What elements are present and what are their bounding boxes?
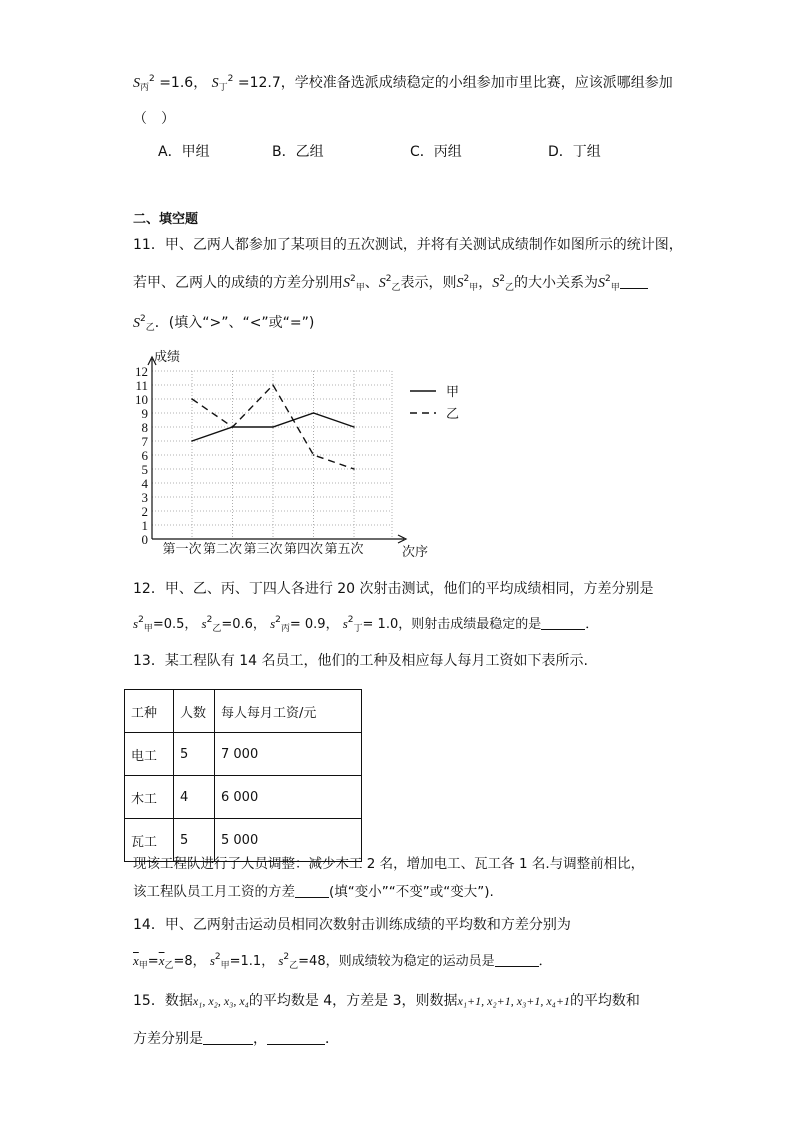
data-point: [232, 426, 234, 428]
q11-line1: 11．甲、乙两人都参加了某项目的五次测试，并将有关测试成绩制作如图所示的统计图，: [133, 237, 683, 253]
x-tick-label: 第五次: [324, 541, 364, 556]
q10-option-a[interactable]: A．甲组: [158, 144, 210, 160]
q15-data2: x₁+1, x₂+1, x₃+1, x₄+1: [457, 994, 570, 1008]
y-axis-label: 成绩: [154, 349, 181, 364]
wage-table: [124, 689, 362, 862]
q14-blank[interactable]: [495, 952, 539, 967]
section-title: 二、填空题: [133, 212, 199, 227]
q10-option-b[interactable]: B．乙组: [272, 144, 324, 160]
q13-line1: 13．某工程队有 14 名员工，他们的工种及相应每人每月工资如下表所示.: [133, 653, 588, 669]
q11-blank[interactable]: [620, 274, 648, 289]
table-cell: 5: [174, 819, 215, 862]
data-point: [232, 426, 234, 428]
q14-line2: $\overline{x}_甲=\overline{x}_乙=8$， $s^2_甲=1.1$， $s^2_乙=48$，则成绩较为稳定的运动员是 ．: [133, 952, 552, 971]
sub-bing: 丙: [140, 83, 150, 93]
table-cell: 5 000: [215, 819, 362, 862]
y-tick-label: 6: [141, 448, 148, 463]
x-tick-label: 第三次: [243, 541, 283, 556]
data-point: [272, 384, 274, 386]
table-cell: 4: [174, 776, 215, 819]
y-tick-label: 1: [141, 518, 148, 533]
table-row: [125, 733, 362, 776]
q13-after1: 现该工程队进行了人员调整：减少木工 2 名，增加电工、瓦工各 1 名.与调整前相比，: [133, 856, 645, 872]
data-point: [353, 426, 355, 428]
q12-line1: 12．甲、乙、丙、丁四人各进行 20 次射击测试，他们的平均成绩相同，方差分别是: [133, 581, 654, 597]
table-cell: 6 000: [215, 776, 362, 819]
q13-after2: 该工程队员工月工资的方差 (填“变小”“不变”或“变大”).: [133, 884, 494, 900]
table-cell: 瓦工: [125, 819, 174, 862]
y-tick-label: 9: [141, 406, 148, 421]
q10-line1: $S_丙^2 =1.6$， $S_丁^2 =12.7$，学校准备选派成绩稳定的小组参加市里比赛，应该派哪组参加: [133, 74, 673, 93]
q15-data1: x₁, x₂, x₃, x₄: [192, 994, 249, 1008]
x-tick-label: 第二次: [202, 541, 243, 556]
y-tick-label: 7: [141, 434, 148, 449]
q12-line2: $s^2_甲=0.5$， $s^2_乙=0.6$， $s^2_丙= 0.9$， $s^2_丁= 1.0$，则射击成绩最稳定的是 ．: [133, 615, 599, 634]
table-header: 工种: [125, 690, 174, 733]
y-tick-label: 5: [141, 462, 148, 477]
data-point: [191, 398, 193, 400]
legend-label: 乙: [446, 406, 460, 421]
x-tick-label: 第四次: [283, 541, 324, 556]
q15-blank-variance[interactable]: [267, 1030, 325, 1045]
q15-blank-mean[interactable]: [203, 1030, 253, 1045]
series-line-1: [192, 413, 354, 441]
data-point: [272, 426, 274, 428]
table-header: 人数: [174, 690, 215, 733]
sub-ding: 丁: [218, 83, 228, 93]
data-point: [313, 454, 315, 456]
table-cell: 电工: [125, 733, 174, 776]
table-row: [125, 776, 362, 819]
q10-option-c[interactable]: C．丙组: [410, 144, 462, 160]
series-line-2: [192, 385, 354, 469]
q14-line1: 14．甲、乙两射击运动员相同次数射击训练成绩的平均数和方差分别为: [133, 917, 571, 933]
q15-line2: 方差分别是 ， ．: [133, 1031, 339, 1047]
data-point: [353, 468, 355, 470]
q11-line3: $S^2_乙$．(填入“>”、“<”或“=”): [133, 314, 315, 333]
y-tick-label: 4: [141, 476, 148, 491]
q15-line1: 15．数据x₁, x₂, x₃, x₄的平均数是 4，方差是 3，则数据x₁+1, x₂+1, x₃+1, x₄+1的平均数和: [133, 993, 640, 1009]
q10-value-bing: =1.6，: [159, 75, 208, 91]
q13-blank[interactable]: [295, 883, 329, 898]
y-tick-label: 0: [141, 532, 148, 547]
table-cell: 木工: [125, 776, 174, 819]
q12-blank[interactable]: [541, 615, 585, 630]
x-axis-arrow: [398, 535, 406, 543]
table-header: 每人每月工资/元: [215, 690, 362, 733]
x-tick-label: 第一次: [162, 541, 202, 556]
q11-line2: 若甲、乙两人的成绩的方差分别用$S^2_甲$、$S^2_乙$表示，则$S^2_甲$，$S^2_乙$的大小关系为$S^2_甲$: [133, 272, 648, 293]
y-tick-label: 3: [141, 490, 148, 505]
y-tick-label: 12: [135, 364, 148, 379]
legend-label: 甲: [446, 384, 460, 399]
q10-value-ding: =12.7，学校准备选派成绩稳定的小组参加市里比赛，应该派哪组参加: [237, 75, 673, 91]
y-tick-label: 2: [141, 504, 148, 519]
table-cell: 7 000: [215, 733, 362, 776]
table-header-row: [125, 690, 362, 733]
data-point: [191, 440, 193, 442]
y-tick-label: 10: [135, 392, 148, 407]
q10-paren: （ ）: [133, 111, 175, 127]
q10-option-d[interactable]: D．丁组: [548, 144, 601, 160]
data-point: [313, 412, 315, 414]
x-axis-label: 次序: [402, 544, 429, 559]
table-cell: 5: [174, 733, 215, 776]
y-tick-label: 11: [135, 378, 148, 393]
y-axis-arrow: [148, 357, 156, 365]
y-tick-label: 8: [141, 420, 148, 435]
